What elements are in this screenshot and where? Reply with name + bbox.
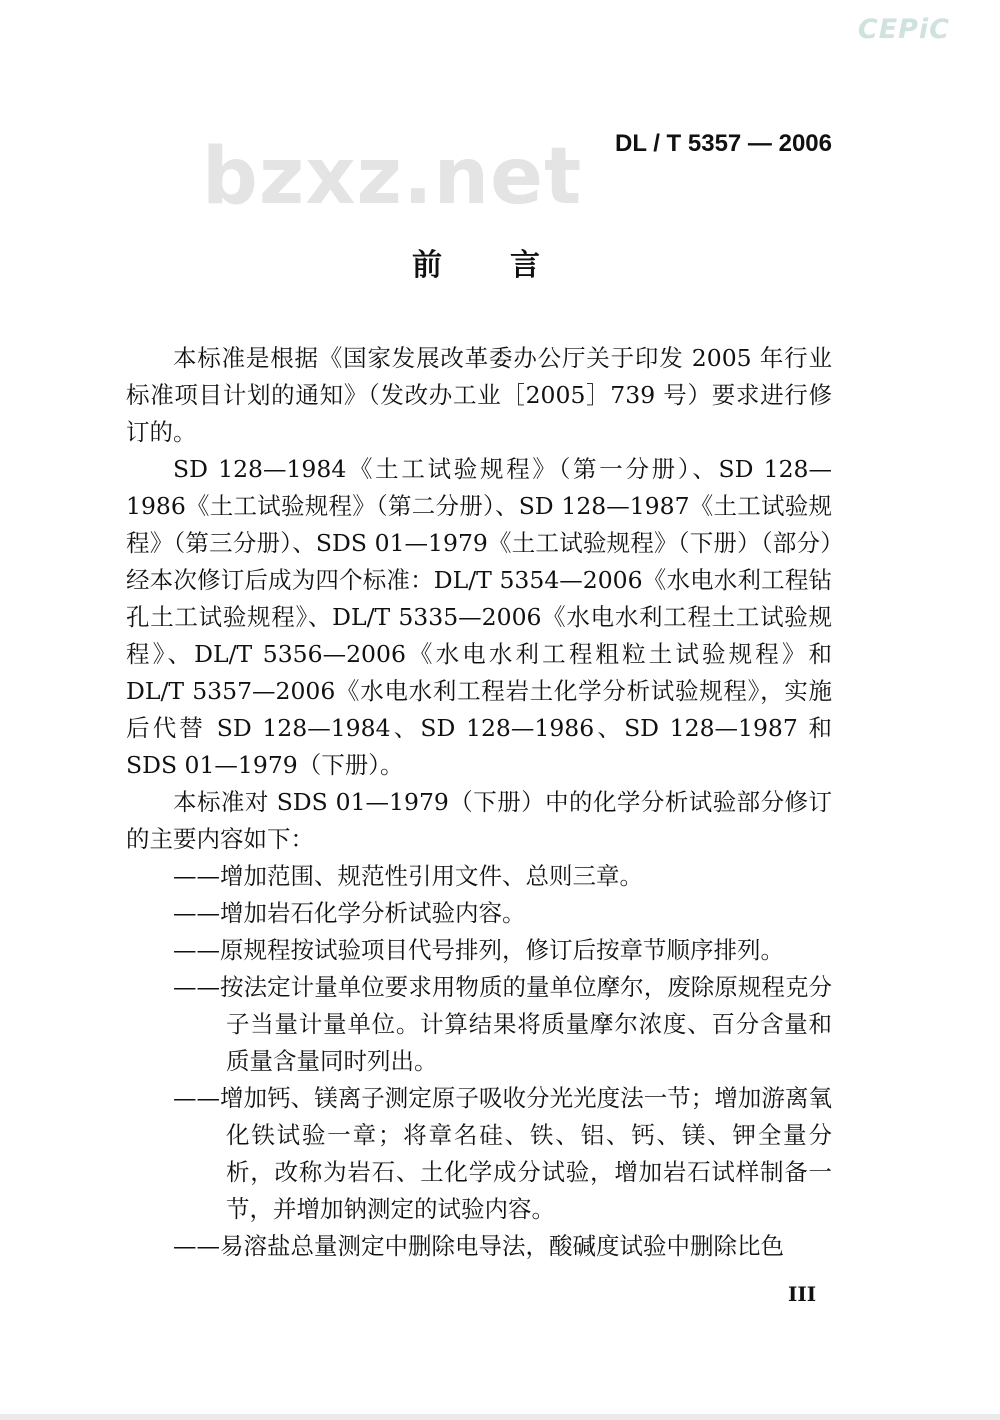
standard-number: DL / T 5357 — 2006 (614, 130, 832, 157)
paragraph-3: 本标准对 SDS 01—1979（下册）中的化学分析试验部分修订的主要内容如下： (126, 788, 832, 853)
cepic-logo: CEPiC (857, 14, 950, 45)
paragraph-2: SD 128—1984《土工试验规程》（第一分册）、SD 128—1986《土工试验规程》（第二分册）、SD 128—1987《土工试验规程》（第三分册）、SDS 01—1979《土工试验规程》（下册）（部分）经本次修订后成为四个标准：DL/T 5354—2006《水电水利工程钻孔土工试验规程》、DL/T 5335—2006《水电水利工程土工试验规程》、DL/T 5356—2006《水电水利工程粗粒土试验规程》和 DL/T 5357—2006《水电水利工程岩土化学分析试验规程》，实施后代替 SD 128—1984、SD 128—1986、SD 128—1987 和 SDS 01—1979（下册）。 (126, 455, 832, 779)
list-item: ——易溶盐总量测定中删除电导法，酸碱度试验中删除比色 (173, 1232, 784, 1260)
list-item: ——按法定计量单位要求用物质的量单位摩尔，废除原规程克分子当量计量单位。计算结果将质量摩尔浓度、百分含量和质量含量同时列出。 (173, 973, 832, 1075)
page-title: 前言 (412, 248, 608, 283)
paragraph-1: 本标准是根据《国家发展改革委办公厅关于印发 2005 年行业标准项目计划的通知》（发改办工业［2005］739 号）要求进行修订的。 (126, 344, 832, 446)
list-item: ——增加岩石化学分析试验内容。 (173, 899, 526, 927)
list-item: ——增加钙、镁离子测定原子吸收分光光度法一节；增加游离氧化铁试验一章；将章名硅、铁、铝、钙、镁、钾全量分析，改称为岩石、土化学成分试验，增加岩石试样制备一节，并增加钠测定的试验内容。 (173, 1084, 832, 1223)
page-number: III (788, 1282, 817, 1306)
body-text (126, 340, 832, 1265)
list-item: ——增加范围、规范性引用文件、总则三章。 (173, 862, 643, 890)
list-item: ——原规程按试验项目代号排列，修订后按章节顺序排列。 (173, 936, 784, 964)
watermark: bzxz.net (202, 132, 583, 222)
page-bottom-edge (0, 1414, 1000, 1420)
